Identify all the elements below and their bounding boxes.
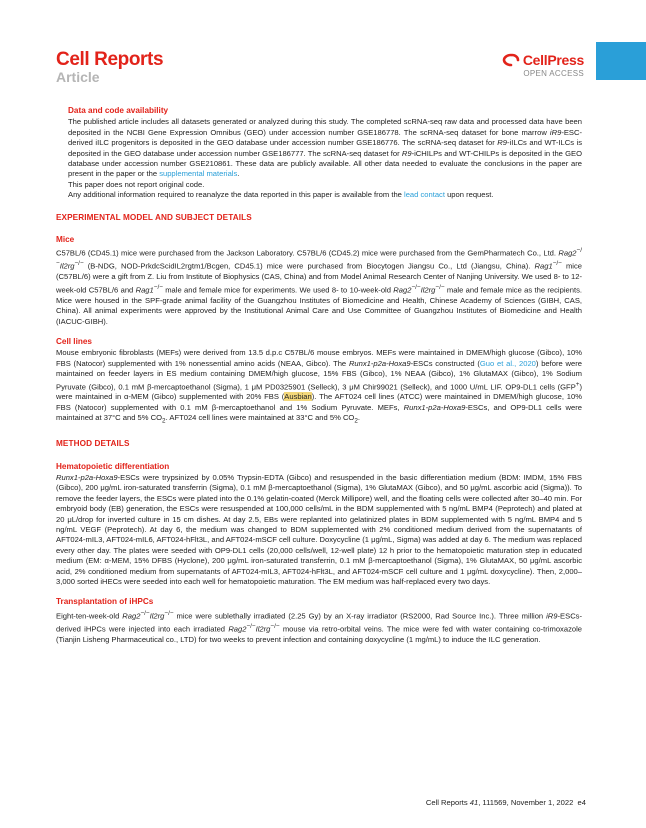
body-paragraph xyxy=(56,473,582,587)
italic-run: Rag2 xyxy=(122,611,141,621)
subscript-run: 2 xyxy=(162,417,166,425)
italic-run: R9 xyxy=(497,138,508,148)
italic-run: iR9 xyxy=(546,611,558,621)
text-run: ) were maintained in α-MEM (Gibco) supplemented with 20% FBS ( xyxy=(56,382,582,402)
subscript-run: 2 xyxy=(354,417,358,425)
text-run: Eight-ten-week-old xyxy=(56,611,123,621)
side-tab xyxy=(596,42,646,80)
cellpress-logo-icon xyxy=(502,53,520,67)
italic-run: Runx1-p2a-Hoxa9 xyxy=(403,402,466,412)
footer-journal: Cell Reports xyxy=(425,798,470,807)
italic-run: Il2rg xyxy=(59,261,75,271)
footer-volume: 41 xyxy=(469,798,479,807)
italic-run: Rag2 xyxy=(558,249,577,258)
subsection-heading: Mice xyxy=(56,235,75,245)
text-run: -ESCs constructed ( xyxy=(410,358,480,368)
text-run: mice (C57BL/6) were a gift from Z. Liu from Institute of Biophysics (CAS, China) and from Model Animal Research Center of Nanjing University. We used 8- to 12-week-old C57BL/6 and xyxy=(56,261,582,295)
text-run: . xyxy=(237,169,240,179)
text-run: The published article includes all datasets generated or analyzed during this study. The completed scRNA-seq raw data and processed data have been deposited in the NCBI Gene Expression Omnibus (GEO) under accession number GSE186778. The scRNA-seq dataset for bone marrow xyxy=(68,117,582,137)
highlighted-text: Ausbian xyxy=(284,392,312,402)
italic-run: Il2rg xyxy=(149,611,165,621)
superscript-run: + xyxy=(575,380,580,388)
journal-subtitle: Article xyxy=(56,69,100,85)
text-run: mouse via retro-orbital veins. The mice were fed with water containing co-trimoxazole (Tianjin Lisheng Pharmaceutical co., LTD) for two weeks to prevent infection and containing doxycycline (1 mg/mL) to induce the ILC generation. xyxy=(56,624,583,644)
italic-run: R9 xyxy=(401,148,412,158)
body-paragraph xyxy=(56,609,582,645)
body-paragraph xyxy=(68,180,582,190)
italic-run: Il2rg xyxy=(420,285,436,295)
text-run: -ESCs, and OP9-DL1 cells were maintained at 37°C and 5% CO xyxy=(56,402,582,423)
text-run: . xyxy=(357,413,360,423)
italic-run: Rag1 xyxy=(534,261,553,271)
section-heading: METHOD DETAILS xyxy=(56,439,130,449)
open-access-label: OPEN ACCESS xyxy=(523,69,584,78)
text-run: -ESCs-derived iHPCs were injected into each irradiated xyxy=(56,611,582,634)
subsection-heading: Transplantation of iHPCs xyxy=(56,597,154,607)
text-run: (B-NDG, NOD-PrkdcScidIL2rgtm1/Bcgen, CD45.1) mice were purchased from Biocytogen Jiangsu Co., Ltd (Jiangsu, China). xyxy=(83,261,535,271)
text-run: male and female mice for experiments. We used 8- to 10-week-old xyxy=(162,285,394,295)
subsection-heading: Hematopoietic differentiation xyxy=(56,461,170,471)
italic-run: Runx1-p2a-Hoxa9 xyxy=(56,473,118,483)
subsection-block xyxy=(56,337,582,427)
body-paragraph xyxy=(56,246,582,326)
subsection-block xyxy=(56,106,582,201)
body-paragraph xyxy=(56,348,582,427)
article-body xyxy=(56,106,582,655)
subsection-block xyxy=(56,597,582,645)
italic-run: Runx1-p2a-Hoxa9 xyxy=(348,358,411,368)
subsection-heading: Data and code availability xyxy=(68,106,169,115)
superscript-run: −/− xyxy=(56,247,582,268)
italic-run: Rag2 xyxy=(393,285,412,295)
footer-page-number: e4 xyxy=(577,798,586,807)
journal-title: Cell Reports xyxy=(56,49,164,70)
text-run: male and female mice as the recipients. Mice were housed in the SPF-grade animal facility of the Guangzhou Institutes of Biomedicine and Health, Chinese Academy of Sciences (GIBH, CAS, China). All animal experiments were approved by the Institutional Animal Care and Use Committee of Guangzhou Institutes of Biomedicine and Health (IACUC-GIBH). xyxy=(56,285,582,326)
text-run: This paper does not report original code. xyxy=(68,179,205,189)
link-text[interactable]: supplemental materials xyxy=(159,169,238,179)
superscript-run: −/− xyxy=(164,609,174,617)
text-run: -iILCs and WT-ILCs is deposited in the GEO database under accession number GSE186777. The scRNA-seq dataset for xyxy=(68,138,582,158)
text-run: -iCHILPs and WT-CHILPs is deposited in the GEO database under accession number GSE210861. These data are publicly available. All other data needed to evaluate the conclusions in the paper are present in the paper or the xyxy=(68,148,582,179)
superscript-run: −/− xyxy=(435,283,445,291)
text-run: -ESC-derived iILC progenitors is deposited in the GEO database under accession number GSE186776. The scRNA-seq dataset for xyxy=(68,127,582,148)
superscript-run: −/− xyxy=(246,622,256,630)
italic-run: Il2rg xyxy=(255,624,271,634)
subsection-heading: Cell lines xyxy=(56,336,92,346)
publisher-name: CellPress xyxy=(522,52,584,68)
superscript-run: −/− xyxy=(140,609,150,617)
text-run: C57BL/6 (CD45.1) mice were purchased from the Jackson Laboratory. C57BL/6 (CD45.2) mice were purchased from the GemPharmatech Co., Ltd. xyxy=(56,249,559,258)
page-footer xyxy=(360,798,586,807)
section-heading: EXPERIMENTAL MODEL AND SUBJECT DETAILS xyxy=(56,212,252,222)
text-run: mice were sublethally irradiated (2.25 Gy) by an X-ray irradiator (RS2000, Rad Source Inc.). Three million xyxy=(173,611,547,621)
superscript-run: −/− xyxy=(552,260,562,268)
link-text[interactable]: Guo et al., 2020 xyxy=(479,358,536,368)
subsection-block xyxy=(56,462,582,588)
footer-citation: , 111569, November 1, 2022 xyxy=(478,798,574,807)
text-run: . AFT024 cell lines were maintained at 33°C and 5% CO xyxy=(165,413,355,423)
text-run: -ESCs were trypsinized by 0.05% Trypsin-EDTA (Gibco) and resuspended in the basic differentiation medium (BDM: IMDM, 15% FBS (Gibco), 200 μg/mL iron-saturated transferrin (Sigma), 0.1 mM β-mercaptoethanol (Sigma), 1% GlutaMAX (Gibco), and 50 μg/mL ascorbic acid (Sigma)). To remove the feeder layers, the ESCs were plated into the 0.1% gelatin-coated (Merck Millipore) well, and the floating cells were collected after 30–40 min. For embryoid body (EB) generation, the ESCs were resuspended at 100,000 cells/mL in the BDM supplemented with 5 ng/mL BMP4 (Peprotech) and plated at 20 μL/drop for inverted culture in 15 cm dishes. At day 2.5, EBs were replanted into gelatinized plates in BDM supplemented with 5 ng/mL BMP4 and 5 ng/mL VEGF (Peprotech). At day 6, the medium was changed to BDM supplemented with 2% conditioned medium derived from the supernatants of AFT024-mIL3, AFT024-mIL6, AFT024-hFlt3L, and AFT024-mSCF cell culture. Doxycycline (1 μg/mL, Sigma) was added at day 6. The medium was replaced every other day. The plates were seeded with OP9-DL1 cells (20,000 cells/well, 12-well plate) 12 h prior to the hematopoietic maturation step in educated medium (EM: α-MEM, 15% DFBS (Hyclone), 200 μg/mL iron-saturated transferrin, 0.1 mM β-mercaptoethanol (Sigma), 1% GlutaMAX, 50 μg/mL ascorbic acid, 2% conditioned medium from supernatants of AFT024-mIL3, AFT024-hFlt3L, and AFT024-mSCF cell culture and 1 μg/mL doxycycline). Then, 2,000–3,000 sorted iHECs were seeded into each well for hematopoietic maturation. The EM medium was half-replaced every two days. xyxy=(56,473,582,587)
link-text[interactable]: lead contact xyxy=(404,190,445,200)
publisher-badge xyxy=(492,52,584,78)
italic-run: Rag2 xyxy=(228,624,247,634)
superscript-run: −/− xyxy=(411,283,421,291)
superscript-run: −/− xyxy=(153,283,163,291)
publisher-row xyxy=(492,52,584,68)
body-paragraph xyxy=(68,190,582,200)
subsection-block xyxy=(56,235,582,327)
journal-header xyxy=(56,50,163,85)
text-run: ). The AFT024 cell lines (ATCC) were maintained in DMEM/high glucose, 10% FBS (Natocor) supplemented with 0.1 mM β-mercaptoethanol and 1% Sodium Pyruvate. MEFs, xyxy=(56,392,582,412)
text-run: Any additional information required to reanalyze the data reported in this paper is available from the xyxy=(68,190,405,200)
text-run: ) before were maintained on feeder layers in ES medium containing DMEM/high glucose, 15% FBS (Gibco), 1% NEAA (Gibco), 1% GlutaMAX (Gibco), 1% Sodium Pyruvate (Gibco), 0.1 mM β-mercaptoethanol (Sigma), 1 μM PD0325901 (Selleck), 3 μM Chir99021 (Selleck), and 1000 U/mL LIF. OP9-DL1 cells (GFP xyxy=(56,358,582,392)
superscript-run: −/− xyxy=(74,260,84,268)
italic-run: Rag1 xyxy=(135,285,154,295)
italic-run: iR9 xyxy=(549,127,562,137)
body-paragraph xyxy=(68,117,582,179)
text-run: Mouse embryonic fibroblasts (MEFs) were derived from 13.5 d.p.c C57BL/6 mouse embryos. MEFs were maintained in DMEM/high glucose (Gibco), 10% FBS (Natocor) supplemented with 1% nonessential amino acids (NEAA, Gibco). The xyxy=(56,348,582,368)
text-run: upon request. xyxy=(444,190,494,200)
superscript-run: −/− xyxy=(270,622,280,630)
